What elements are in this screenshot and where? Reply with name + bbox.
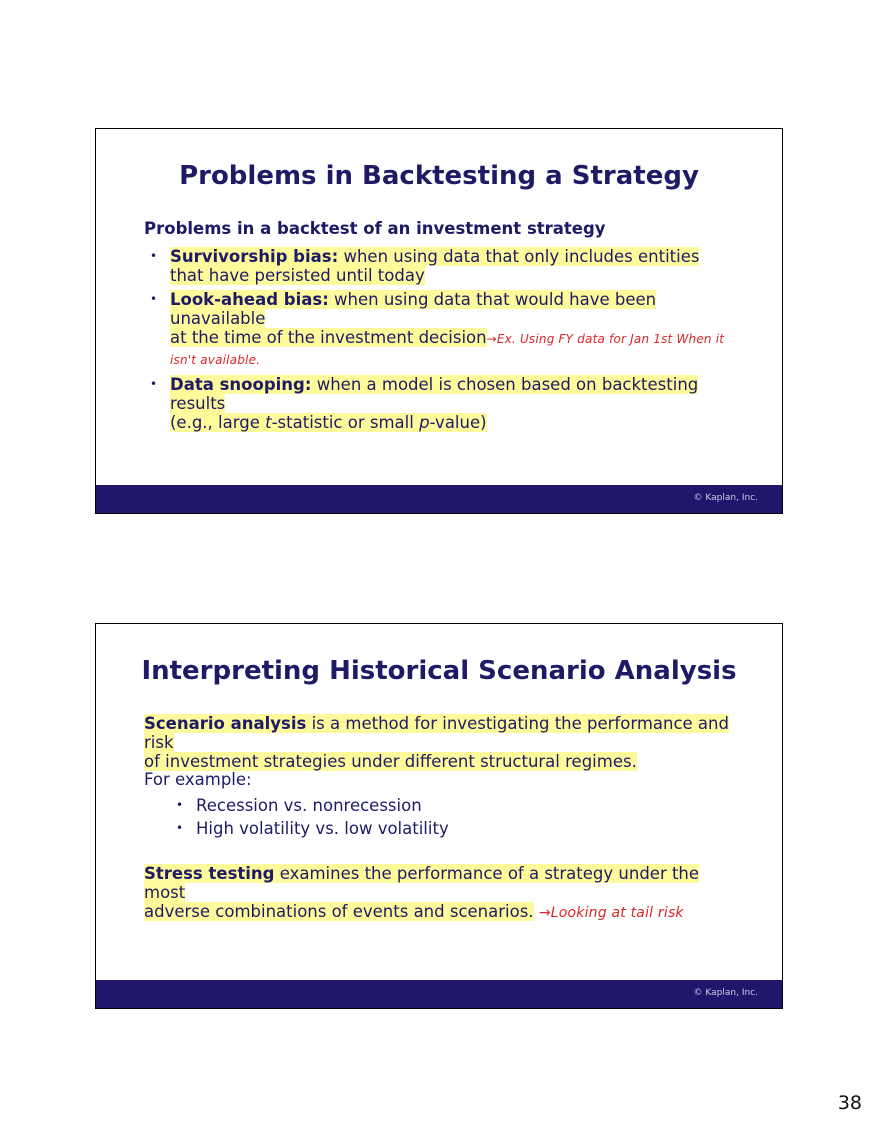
slide-backtesting	[95, 128, 783, 514]
handwritten-annotation: →Ex. Using FY data for Jan 1st When it isn't available.	[170, 332, 725, 367]
term-definition: when a model is chosen based on backtesting results	[170, 375, 699, 413]
term-label: Scenario analysis	[144, 714, 307, 733]
slide-footer	[96, 980, 782, 1008]
bullet-dot-icon: •	[150, 377, 158, 391]
term-definition: when using data that only includes entities	[338, 247, 700, 266]
example-label: For example:	[144, 770, 252, 789]
term-definition: when using data that would have been unavailable	[170, 290, 657, 328]
scenario-analysis-paragraph: Scenario analysis is a method for investigating the performance and risk of investment strategies under different structural regimes.	[144, 714, 729, 771]
term-label: Stress testing	[144, 864, 275, 883]
slide-subheading: Problems in a backtest of an investment strategy	[144, 219, 606, 238]
page-number: 38	[837, 1092, 862, 1114]
slide-title: Interpreting Historical Scenario Analysis	[141, 656, 737, 686]
bullet-dot-icon: •	[150, 292, 158, 306]
slide-title: Problems in Backtesting a Strategy	[179, 161, 699, 191]
term-definition-continued: (e.g., large t-statistic or small p-value)	[170, 413, 487, 432]
example-list	[170, 794, 449, 840]
bullet-list	[144, 247, 744, 437]
bullet-dot-icon: •	[176, 821, 184, 835]
stress-testing-paragraph: Stress testing examines the performance of a strategy under the most adverse combinations of events and scenarios. →Looking at tail risk	[144, 864, 700, 921]
term-definition-continued: that have persisted until today	[170, 266, 425, 285]
slide-footer	[96, 485, 782, 513]
copyright-text: © Kaplan, Inc.	[693, 493, 758, 503]
example-item: • High volatility vs. low volatility	[176, 819, 449, 838]
term-label: Survivorship bias:	[170, 247, 339, 266]
copyright-text: © Kaplan, Inc.	[693, 988, 758, 998]
term-label: Look-ahead bias:	[170, 290, 329, 309]
bullet-survivorship-bias	[144, 247, 744, 285]
example-item: • Recession vs. nonrecession	[176, 796, 422, 815]
bullet-dot-icon: •	[176, 798, 184, 812]
term-label: Data snooping:	[170, 375, 312, 394]
bullet-data-snooping	[144, 375, 744, 432]
slide-scenario-analysis	[95, 623, 783, 1009]
term-definition-continued: at the time of the investment decision	[170, 328, 487, 347]
bullet-look-ahead-bias	[144, 290, 744, 370]
handwritten-annotation: →Looking at tail risk	[538, 905, 684, 921]
bullet-dot-icon: •	[150, 249, 158, 263]
